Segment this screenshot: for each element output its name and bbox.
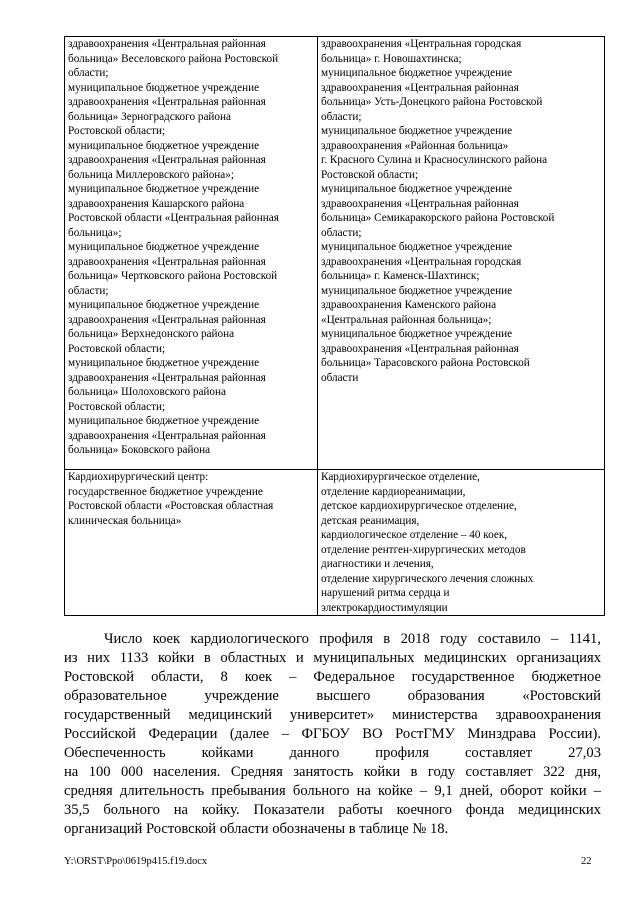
cell-line: муниципальное бюджетное учреждение <box>68 415 260 427</box>
cell-line: здравоохранения «Центральная городская <box>321 255 522 268</box>
cell-line: здравоохранения «Центральная районная <box>68 96 266 108</box>
cell-line: больница» Семикаракорского района Ростовской <box>321 212 555 224</box>
cell-line: г. Красного Сулина и Красносулинского района <box>321 154 548 166</box>
cell-line: здравоохранения «Центральная районная <box>68 255 266 268</box>
cell-line: больница» Усть-Донецкого района Ростовской <box>321 96 543 108</box>
table-row <box>65 37 605 470</box>
cell-line: муниципальное бюджетное учреждение <box>68 241 260 253</box>
cell-line: Ростовской области; <box>321 168 419 181</box>
cell-line: отделение кардиореанимации, <box>321 485 466 498</box>
cell-line: муниципальное бюджетное учреждение <box>68 81 260 94</box>
cell-line: клиническая больница» <box>68 514 182 527</box>
cell-line: области; <box>68 67 109 79</box>
cell-line: больница»; <box>68 226 122 239</box>
cell-line: здравоохранения Каменского района <box>321 299 497 311</box>
paragraph-line: Число коек кардиологического профиля в 2018 году составило – 1141, <box>104 631 601 647</box>
paragraph-line: 35,5 больного на койку. Показатели работы коечного фонда медицинских <box>64 802 601 818</box>
paragraph-line: из них 1133 койки в областных и муниципальных медицинских организациях <box>64 650 601 666</box>
body-paragraph <box>64 630 601 839</box>
cell-line: больница» Чертковского района Ростовской <box>68 270 278 282</box>
cell-line: муниципальное бюджетное учреждение <box>321 328 513 340</box>
cell-line: муниципальное бюджетное учреждение <box>321 125 513 137</box>
cell-line: области; <box>68 284 109 297</box>
cell-line: муниципальное бюджетное учреждение <box>321 183 513 195</box>
cell-line: больница Миллеровского района»; <box>68 168 234 181</box>
cell-line: области <box>321 371 359 384</box>
cell-line: муниципальное бюджетное учреждение <box>68 139 260 152</box>
cell-line: муниципальное бюджетное учреждение <box>321 284 513 297</box>
cell-line: больница» Верхнедонского района <box>68 328 235 340</box>
cell-line: больница» Боковского района <box>68 444 211 456</box>
paragraph-line: Ростовской области, 8 коек – Федеральное государственное бюджетное <box>64 669 601 685</box>
table-cell-row2-left <box>65 470 318 616</box>
cell-line: здравоохранения «Центральная районная <box>321 81 519 94</box>
cell-line: больница» Тарасовского района Ростовской <box>321 357 530 369</box>
cell-line: здравоохранения Кашарского района <box>68 197 245 210</box>
cell-line: Кардиохирургическое отделение, <box>321 471 480 483</box>
cell-line: здравоохранения «Центральная городская <box>321 38 522 50</box>
cell-line: детская реанимация, <box>321 514 420 527</box>
cell-line: нарушений ритма сердца и <box>321 587 450 599</box>
footer-file-path: Y:\ORST\Ppo\0619p415.f19.docx <box>64 856 208 867</box>
hospitals-table <box>64 36 605 616</box>
cell-line: здравоохранения «Центральная районная <box>68 154 266 166</box>
table-row <box>65 470 605 616</box>
cell-line: здравоохранения «Центральная районная <box>68 38 266 50</box>
paragraph-line: государственный медицинский университет» министерства здравоохранения <box>64 707 601 723</box>
cell-line: области; <box>321 110 362 123</box>
cell-line: больница» Веселовского района Ростовской <box>68 52 279 65</box>
cell-line: здравоохранения «Центральная районная <box>321 197 519 210</box>
table-cell-row1-left <box>65 37 318 470</box>
cell-line: отделение хирургического лечения сложных <box>321 572 534 585</box>
cell-line: кардиологическое отделение – 40 коек, <box>321 529 508 541</box>
cell-line: муниципальное бюджетное учреждение <box>68 357 260 369</box>
table-cell-row1-right <box>318 37 605 470</box>
cell-line: отделение рентген-хирургических методов <box>321 543 526 556</box>
cell-line: области; <box>321 226 362 239</box>
cell-line: здравоохранения «Центральная районная <box>68 371 266 384</box>
cell-line: государственное бюджетное учреждение <box>68 485 263 498</box>
cell-line: больница» Шолоховского района <box>68 386 226 398</box>
cell-line: здравоохранения «Центральная районная <box>68 313 266 326</box>
cell-line: Кардиохирургический центр: <box>68 471 209 483</box>
cell-line: здравоохранения «Центральная районная <box>321 342 519 355</box>
cell-line: электрокардиостимуляции <box>321 601 448 614</box>
cell-line: Ростовской области «Центральная районная <box>68 212 279 224</box>
paragraph-line: средняя длительность пребывания больного на койке – 9,1 дней, оборот койки – <box>64 783 601 799</box>
paragraph-line: Российской Федерации (далее – ФГБОУ ВО РостГМУ Минздрава России). <box>64 726 601 742</box>
cell-line: Ростовской области; <box>68 342 166 355</box>
cell-line: Ростовской области «Ростовская областная <box>68 500 274 512</box>
cell-line: «Центральная районная больница»; <box>321 313 492 326</box>
cell-line: здравоохранения «Центральная районная <box>68 429 266 442</box>
paragraph-line: Обеспеченность койками данного профиля составляет 27,03 <box>64 745 601 761</box>
cell-line: больница» г. Новошахтинска; <box>321 52 462 65</box>
cell-line: здравоохранения «Районная больница» <box>321 139 509 152</box>
table-cell-row2-right <box>318 470 605 616</box>
cell-line: муниципальное бюджетное учреждение <box>321 241 513 253</box>
cell-line: детское кардиохирургическое отделение, <box>321 500 517 512</box>
page-number: 22 <box>581 856 592 867</box>
paragraph-line: образовательное учреждение высшего образования «Ростовский <box>64 688 601 704</box>
cell-line: Ростовской области; <box>68 400 166 413</box>
cell-line: муниципальное бюджетное учреждение <box>68 183 260 195</box>
paragraph-line: на 100 000 населения. Средняя занятость койки в году составляет 322 дня, <box>64 764 601 780</box>
cell-line: Ростовской области; <box>68 125 166 137</box>
cell-line: диагностики и лечения, <box>321 558 434 570</box>
cell-line: муниципальное бюджетное учреждение <box>68 299 260 311</box>
paragraph-line: организаций Ростовской области обозначены в таблице № 18. <box>64 821 449 837</box>
cell-line: больница» Зерноградского района <box>68 110 231 123</box>
cell-line: больница» г. Каменск-Шахтинск; <box>321 270 480 282</box>
cell-line: муниципальное бюджетное учреждение <box>321 67 513 79</box>
